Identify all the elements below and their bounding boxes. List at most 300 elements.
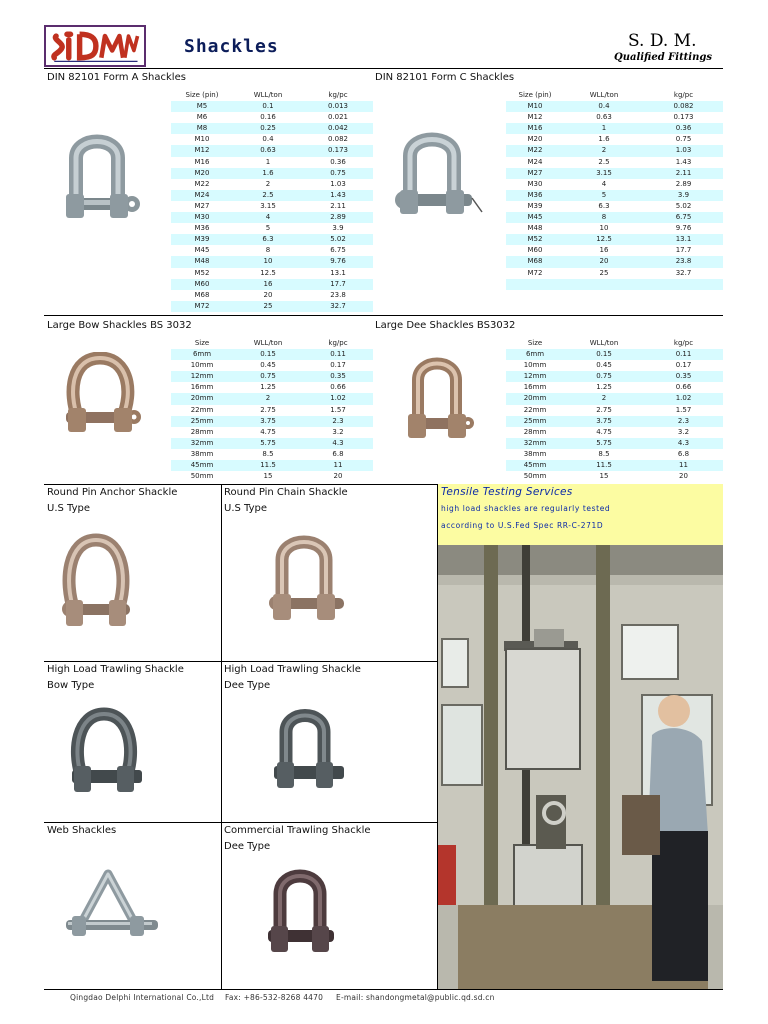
kg-cell: 11 (303, 460, 373, 471)
table-row (506, 157, 723, 168)
kg-cell: 17.7 (303, 279, 373, 290)
wll-cell: 2 (233, 393, 303, 404)
wll-cell: 4 (564, 179, 644, 190)
table-row (171, 101, 373, 112)
wll-cell: 3.15 (564, 168, 644, 179)
size-cell: 45mm (171, 460, 233, 471)
kg-cell: 2.3 (644, 416, 723, 427)
kg-cell: 13.1 (644, 234, 723, 245)
kg-cell: 2.89 (303, 212, 373, 223)
kg-cell: 0.042 (303, 123, 373, 134)
kg-cell: 1.57 (644, 405, 723, 416)
kg-cell: 0.013 (303, 101, 373, 112)
size-cell: 16mm (171, 382, 233, 393)
table-row (171, 168, 373, 179)
size-cell: M60 (171, 279, 233, 290)
wll-cell: 5.75 (564, 438, 644, 449)
kg-cell: 0.35 (303, 371, 373, 382)
empty-cell (644, 279, 723, 290)
wll-cell: 0.45 (233, 360, 303, 371)
web-shackle-image (64, 866, 160, 952)
col-header-size: Size (171, 338, 233, 349)
trawl-dee-type: Dee Type (224, 680, 271, 691)
table-row (506, 416, 723, 427)
wll-cell: 6.3 (233, 234, 303, 245)
kg-cell: 5.02 (644, 201, 723, 212)
kg-cell: 2.3 (303, 416, 373, 427)
grid-top-rule (44, 484, 438, 485)
kg-cell: 2.11 (303, 201, 373, 212)
kg-cell: 20 (303, 471, 373, 482)
brand-tagline: Qualified Fittings (614, 52, 712, 63)
round-pin-anchor-shackle-image (62, 532, 134, 630)
kg-cell: 0.35 (644, 371, 723, 382)
footer-fax: Fax: +86-532-8268 4470 (225, 993, 324, 1002)
table-row (171, 190, 373, 201)
kg-cell: 0.75 (303, 168, 373, 179)
kg-cell: 23.8 (644, 256, 723, 267)
table-row (506, 123, 723, 134)
wll-cell: 2 (564, 393, 644, 404)
size-cell: M16 (171, 157, 233, 168)
wll-cell: 4.75 (564, 427, 644, 438)
kg-cell: 3.9 (644, 190, 723, 201)
din-form-a-shackle-image (62, 128, 144, 224)
wll-cell: 6.3 (564, 201, 644, 212)
kg-cell: 1.57 (303, 405, 373, 416)
commercial-trawl-label: Commercial Trawling Shackle (224, 825, 371, 836)
wll-cell: 1.25 (564, 382, 644, 393)
col-header-size-pin: Size (pin) (506, 90, 564, 101)
kg-cell: 0.36 (644, 123, 723, 134)
section-divider (44, 315, 723, 316)
col-header-kg: kg/pc (303, 90, 373, 101)
wll-cell: 5 (233, 223, 303, 234)
web-shackle-label: Web Shackles (47, 825, 117, 836)
table-row (506, 268, 723, 279)
section-title-din-a: DIN 82101 Form A Shackles (47, 72, 186, 83)
table-row (171, 234, 373, 245)
wll-cell: 0.25 (233, 123, 303, 134)
table-row (506, 371, 723, 382)
wll-cell: 12.5 (564, 234, 644, 245)
table-row (506, 168, 723, 179)
kg-cell: 0.17 (303, 360, 373, 371)
table-row (506, 101, 723, 112)
size-cell: 32mm (171, 438, 233, 449)
wll-cell: 0.15 (564, 349, 644, 360)
wll-cell: 2 (564, 145, 644, 156)
size-cell: M27 (506, 168, 564, 179)
kg-cell: 17.7 (644, 245, 723, 256)
size-cell: M24 (506, 157, 564, 168)
kg-cell: 4.3 (644, 438, 723, 449)
kg-cell: 0.36 (303, 157, 373, 168)
size-cell: 38mm (506, 449, 564, 460)
wll-cell: 25 (564, 268, 644, 279)
table-row (506, 234, 723, 245)
wll-cell: 2.5 (564, 157, 644, 168)
col-header-kg: kg/pc (644, 90, 723, 101)
size-cell: M12 (171, 145, 233, 156)
size-cell: 25mm (171, 416, 233, 427)
wll-cell: 3.75 (564, 416, 644, 427)
kg-cell: 6.8 (303, 449, 373, 460)
wll-cell: 15 (564, 471, 644, 482)
wll-cell: 10 (564, 223, 644, 234)
wll-cell: 0.16 (233, 112, 303, 123)
kg-cell: 0.17 (644, 360, 723, 371)
kg-cell: 1.03 (644, 145, 723, 156)
size-cell: 12mm (506, 371, 564, 382)
kg-cell: 0.082 (644, 101, 723, 112)
size-cell: 20mm (506, 393, 564, 404)
large-bow-shackle-image (64, 352, 142, 438)
wll-cell: 1 (233, 157, 303, 168)
wll-cell: 16 (233, 279, 303, 290)
table-row (506, 223, 723, 234)
kg-cell: 0.75 (644, 134, 723, 145)
size-cell: M30 (171, 212, 233, 223)
table-row (506, 405, 723, 416)
tensile-line-1: high load shackles are regularly tested (441, 504, 611, 513)
dee-bs3032-table (506, 338, 723, 482)
col-header-wll: WLL/ton (233, 338, 303, 349)
table-row (171, 405, 373, 416)
empty-cell (564, 279, 644, 290)
kg-cell: 32.7 (644, 268, 723, 279)
kg-cell: 6.75 (644, 212, 723, 223)
empty-cell (506, 279, 564, 290)
wll-cell: 0.63 (233, 145, 303, 156)
table-row (506, 179, 723, 190)
wll-cell: 2.75 (233, 405, 303, 416)
kg-cell: 13.1 (303, 268, 373, 279)
table-row (171, 223, 373, 234)
wll-cell: 0.4 (233, 134, 303, 145)
chain-shackle-type: U.S Type (224, 503, 267, 514)
table-row (171, 212, 373, 223)
wll-cell: 0.45 (564, 360, 644, 371)
wll-cell: 5.75 (233, 438, 303, 449)
wll-cell: 12.5 (233, 268, 303, 279)
table-row (171, 460, 373, 471)
table-row (171, 157, 373, 168)
bottom-rule (44, 989, 723, 990)
size-cell: M60 (506, 245, 564, 256)
grid-column-divider (221, 484, 222, 989)
tensile-testing-banner (438, 484, 723, 545)
size-cell: 6mm (171, 349, 233, 360)
table-row (506, 449, 723, 460)
wll-cell: 0.1 (233, 101, 303, 112)
kg-cell: 20 (644, 471, 723, 482)
trawl-dee-label: High Load Trawling Shackle (224, 664, 361, 675)
din-form-c-shackle-image (392, 128, 484, 220)
kg-cell: 0.11 (644, 349, 723, 360)
kg-cell: 3.2 (644, 427, 723, 438)
kg-cell: 23.8 (303, 290, 373, 301)
wll-cell: 2 (233, 179, 303, 190)
wll-cell: 2.75 (564, 405, 644, 416)
wll-cell: 8 (233, 245, 303, 256)
size-cell: M27 (171, 201, 233, 212)
wll-cell: 0.63 (564, 112, 644, 123)
size-cell: 28mm (506, 427, 564, 438)
size-cell: M36 (506, 190, 564, 201)
col-header-size-pin: Size (pin) (171, 90, 233, 101)
empty-cell (506, 290, 564, 301)
size-cell: 22mm (171, 405, 233, 416)
table-row (506, 349, 723, 360)
size-cell: M12 (506, 112, 564, 123)
table-row (171, 290, 373, 301)
wll-cell: 11.5 (233, 460, 303, 471)
table-row (506, 190, 723, 201)
col-header-kg: kg/pc (303, 338, 373, 349)
size-cell: 10mm (171, 360, 233, 371)
testing-machine-illustration (438, 545, 723, 989)
high-load-trawling-dee-shackle-image (272, 704, 348, 792)
table-row (171, 256, 373, 267)
size-cell: M22 (506, 145, 564, 156)
kg-cell: 6.8 (644, 449, 723, 460)
table-row (506, 427, 723, 438)
wll-cell: 5 (564, 190, 644, 201)
size-cell: M45 (171, 245, 233, 256)
table-row (171, 134, 373, 145)
din-form-c-table (506, 90, 723, 301)
kg-cell: 9.76 (303, 256, 373, 267)
wll-cell: 20 (564, 256, 644, 267)
footer-email: E-mail: shandongmetal@public.qd.sd.cn (336, 993, 495, 1002)
size-cell: 20mm (171, 393, 233, 404)
table-row (171, 371, 373, 382)
size-cell: 10mm (506, 360, 564, 371)
kg-cell: 1.43 (303, 190, 373, 201)
commercial-trawl-type: Dee Type (224, 841, 271, 852)
size-cell: M68 (506, 256, 564, 267)
wll-cell: 3.75 (233, 416, 303, 427)
kg-cell: 0.173 (303, 145, 373, 156)
wll-cell: 4 (233, 212, 303, 223)
table-row (506, 112, 723, 123)
empty-row (506, 279, 723, 290)
empty-cell (644, 290, 723, 301)
wll-cell: 1.25 (233, 382, 303, 393)
size-cell: M72 (506, 268, 564, 279)
wll-cell: 8.5 (233, 449, 303, 460)
kg-cell: 6.75 (303, 245, 373, 256)
table-row (171, 360, 373, 371)
kg-cell: 0.66 (644, 382, 723, 393)
table-row (506, 256, 723, 267)
col-header-size: Size (506, 338, 564, 349)
size-cell: 16mm (506, 382, 564, 393)
size-cell: M72 (171, 301, 233, 312)
table-row (506, 201, 723, 212)
wll-cell: 20 (233, 290, 303, 301)
size-cell: M52 (506, 234, 564, 245)
size-cell: M10 (171, 134, 233, 145)
table-row (171, 349, 373, 360)
table-row (171, 471, 373, 482)
table-row (171, 416, 373, 427)
commercial-trawling-shackle-image (266, 864, 338, 956)
table-row (506, 471, 723, 482)
col-header-wll: WLL/ton (564, 90, 644, 101)
trawl-bow-label: High Load Trawling Shackle (47, 664, 184, 675)
kg-cell: 0.11 (303, 349, 373, 360)
kg-cell: 0.173 (644, 112, 723, 123)
section-title-bow-bs: Large Bow Shackles BS 3032 (47, 320, 192, 331)
size-cell: M48 (171, 256, 233, 267)
table-row (506, 360, 723, 371)
table-row (171, 279, 373, 290)
size-cell: M22 (171, 179, 233, 190)
anchor-shackle-label: Round Pin Anchor Shackle (47, 487, 178, 498)
anchor-shackle-type: U.S Type (47, 503, 90, 514)
grid-row-rule-2 (44, 822, 438, 823)
size-cell: M24 (171, 190, 233, 201)
wll-cell: 3.15 (233, 201, 303, 212)
kg-cell: 1.02 (303, 393, 373, 404)
tensile-testing-photo (438, 545, 723, 989)
kg-cell: 1.02 (644, 393, 723, 404)
size-cell: M16 (506, 123, 564, 134)
kg-cell: 3.9 (303, 223, 373, 234)
wll-cell: 1 (564, 123, 644, 134)
table-row (171, 449, 373, 460)
wll-cell: 1.6 (233, 168, 303, 179)
page-title: Shackles (184, 36, 279, 57)
high-load-trawling-bow-shackle-image (70, 706, 146, 796)
size-cell: 45mm (506, 460, 564, 471)
size-cell: M48 (506, 223, 564, 234)
size-cell: 22mm (506, 405, 564, 416)
bow-bs3032-table (171, 338, 373, 482)
kg-cell: 2.11 (644, 168, 723, 179)
wll-cell: 10 (233, 256, 303, 267)
kg-cell: 0.082 (303, 134, 373, 145)
empty-row (506, 290, 723, 301)
size-cell: M39 (506, 201, 564, 212)
size-cell: M6 (171, 112, 233, 123)
wll-cell: 15 (233, 471, 303, 482)
table-row (506, 382, 723, 393)
sdm-logo-mark (46, 27, 144, 65)
kg-cell: 3.2 (303, 427, 373, 438)
kg-cell: 11 (644, 460, 723, 471)
wll-cell: 0.75 (233, 371, 303, 382)
size-cell: M30 (506, 179, 564, 190)
size-cell: M45 (506, 212, 564, 223)
size-cell: 25mm (506, 416, 564, 427)
section-title-din-c: DIN 82101 Form C Shackles (375, 72, 515, 83)
table-row (171, 112, 373, 123)
wll-cell: 1.6 (564, 134, 644, 145)
table-row (171, 123, 373, 134)
table-row (506, 438, 723, 449)
size-cell: 12mm (171, 371, 233, 382)
col-header-wll: WLL/ton (233, 90, 303, 101)
din-form-a-table (171, 90, 373, 312)
size-cell: M5 (171, 101, 233, 112)
size-cell: 28mm (171, 427, 233, 438)
table-row (171, 268, 373, 279)
size-cell: 50mm (171, 471, 233, 482)
kg-cell: 0.66 (303, 382, 373, 393)
wll-cell: 4.75 (233, 427, 303, 438)
size-cell: 6mm (506, 349, 564, 360)
brand-name: S. D. M. (628, 31, 697, 51)
size-cell: M20 (171, 168, 233, 179)
size-cell: M52 (171, 268, 233, 279)
wll-cell: 11.5 (564, 460, 644, 471)
kg-cell: 1.03 (303, 179, 373, 190)
table-row (506, 393, 723, 404)
wll-cell: 0.75 (564, 371, 644, 382)
table-row (171, 301, 373, 312)
footer-company: Qingdao Delphi International Co.,Ltd (70, 993, 215, 1002)
table-row (171, 382, 373, 393)
wll-cell: 0.15 (233, 349, 303, 360)
table-row (506, 145, 723, 156)
kg-cell: 1.43 (644, 157, 723, 168)
size-cell: M10 (506, 101, 564, 112)
table-row (506, 245, 723, 256)
section-title-dee-bs: Large Dee Shackles BS3032 (375, 320, 516, 331)
size-cell: M68 (171, 290, 233, 301)
kg-cell: 32.7 (303, 301, 373, 312)
table-row (171, 393, 373, 404)
table-row (506, 212, 723, 223)
tensile-title: Tensile Testing Services (441, 486, 573, 498)
table-row (171, 427, 373, 438)
table-row (506, 460, 723, 471)
wll-cell: 25 (233, 301, 303, 312)
wll-cell: 8 (564, 212, 644, 223)
trawl-bow-type: Bow Type (47, 680, 95, 691)
chain-shackle-label: Round Pin Chain Shackle (224, 487, 348, 498)
grid-row-rule-1 (44, 661, 438, 662)
size-cell: 38mm (171, 449, 233, 460)
wll-cell: 16 (564, 245, 644, 256)
header-rule (44, 68, 723, 69)
size-cell: M39 (171, 234, 233, 245)
wll-cell: 8.5 (564, 449, 644, 460)
table-row (171, 145, 373, 156)
kg-cell: 4.3 (303, 438, 373, 449)
empty-cell (564, 290, 644, 301)
tensile-line-2: according to U.S.Fed Spec RR-C-271D (441, 521, 604, 530)
table-row (171, 245, 373, 256)
col-header-kg: kg/pc (644, 338, 723, 349)
size-cell: M36 (171, 223, 233, 234)
size-cell: 50mm (506, 471, 564, 482)
kg-cell: 5.02 (303, 234, 373, 245)
table-row (171, 438, 373, 449)
size-cell: 32mm (506, 438, 564, 449)
large-dee-shackle-image (404, 352, 478, 442)
kg-cell: 9.76 (644, 223, 723, 234)
table-row (171, 201, 373, 212)
table-row (506, 134, 723, 145)
wll-cell: 0.4 (564, 101, 644, 112)
company-logo (44, 25, 146, 67)
round-pin-chain-shackle-image (268, 530, 348, 622)
size-cell: M8 (171, 123, 233, 134)
